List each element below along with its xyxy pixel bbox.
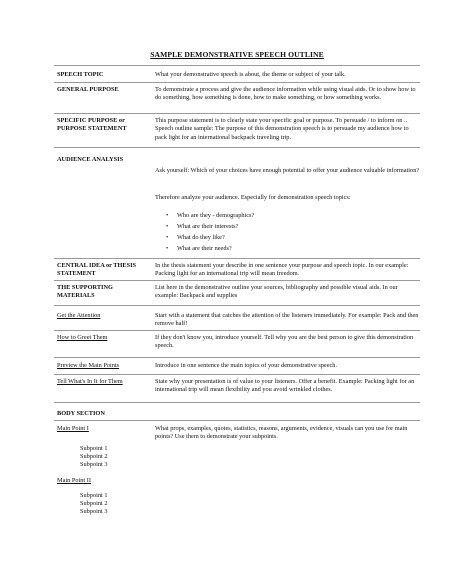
audience-analysis-subtext: Therefore analyze your audience. Especially for demonstration speech topics: bbox=[155, 194, 351, 201]
row-divider bbox=[54, 258, 420, 259]
row-divider bbox=[54, 113, 420, 114]
supporting-materials-label: THE SUPPORTING MATERIALS bbox=[57, 284, 113, 300]
central-idea-label: CENTRAL IDEA or THESIS STATEMENT bbox=[57, 262, 137, 278]
supporting-materials-text: List here in the demonstrative outline your sources, bibliography and possible visual aids. In our example: Backpack and supplies bbox=[155, 284, 398, 300]
audience-bullet-list bbox=[166, 210, 254, 254]
general-purpose-label: GENERAL PURPOSE bbox=[57, 86, 119, 93]
title-divider bbox=[54, 65, 420, 66]
list-item: Subpoint 1 bbox=[80, 445, 108, 452]
main-point-1-label: Main Point I bbox=[57, 425, 89, 432]
preview-label: Preview the Main Points bbox=[57, 362, 120, 369]
get-attention-label: Get the Attention bbox=[57, 312, 101, 319]
row-divider bbox=[54, 374, 420, 375]
specific-purpose-text: This purpose statement is to clearly state your specific goal or purpose. To persuade / to inform on .. Speech outline sample: The purpose of this demonstration speech is to persuade my audience how to pack light for an international backpack traveling trip. bbox=[155, 117, 409, 141]
specific-purpose-label: SPECIFIC PURPOSE or PURPOSE STATEMENT bbox=[57, 117, 127, 133]
list-item: Subpoint 3 bbox=[80, 461, 108, 469]
preview-text: Introduce in one sentence the main topics of your demonstrative speech. bbox=[155, 362, 338, 369]
page-title: SAMPLE DEMONSTRATIVE SPEECH OUTLINE bbox=[150, 50, 324, 59]
row-divider bbox=[54, 147, 420, 148]
audience-analysis-label: AUDIENCE ANALYSIS bbox=[57, 156, 124, 163]
list-item: • What do they like? bbox=[166, 232, 254, 243]
row-divider bbox=[54, 305, 420, 306]
main-point-2-label: Main Point II bbox=[57, 477, 91, 484]
body-section-heading: BODY SECTION bbox=[57, 410, 105, 417]
list-item: Subpoint 2 bbox=[80, 500, 108, 508]
list-item: • What are their interests? bbox=[166, 221, 254, 232]
get-attention-text: Start with a statement that catches the attention of the listeners immediately. For example: Pack and then remove half! bbox=[155, 312, 419, 328]
list-item: Subpoint 3 bbox=[80, 508, 108, 516]
row-divider bbox=[54, 82, 420, 83]
subpoint-list-1 bbox=[80, 445, 107, 470]
list-item: • Who are they - demographics? bbox=[166, 210, 254, 221]
list-item: Subpoint 2 bbox=[80, 453, 108, 461]
row-divider bbox=[54, 280, 420, 281]
central-idea-text: In the thesis statement your describe in one sentence your purpose and speech topic. In our example: Packing light for an international trip will mean freedom. bbox=[155, 262, 409, 278]
row-divider bbox=[54, 420, 420, 421]
list-item: • What are their needs? bbox=[166, 243, 254, 254]
speech-topic-text: What your demonstrative speech is about, the theme or subject of your talk. bbox=[155, 71, 346, 78]
greet-text: If they don't know you, introduce yourself. Tell why you are the best person to give this demonstration speech. bbox=[155, 334, 414, 350]
subpoint-list-2 bbox=[80, 492, 107, 517]
row-divider bbox=[54, 402, 420, 403]
general-purpose-text: To demonstrate a process and give the audience information while using visual aids. Or to show how to do something, how something is done, how to make something, or how something works. bbox=[155, 86, 416, 102]
audience-analysis-text: Ask yourself: Which of your choices have enough potential to offer your audience valuable information? bbox=[155, 167, 420, 174]
in-it-for-them-text: State why your presentation is of value to your listeners. Offer a benefit. Example: Packing light for an international trip will mean flexibility and you avoid wrinkled clothes. bbox=[155, 378, 415, 394]
row-divider bbox=[54, 357, 420, 358]
row-divider bbox=[54, 330, 420, 331]
main-point-1-text: What props, examples, quotes, statistics, reasons, arguments, evidence, visuals can you use for main points? Use them to demonstrate your subpoints. bbox=[155, 425, 408, 441]
greet-label: How to Greet Them bbox=[57, 334, 108, 341]
speech-topic-label: SPEECH TOPIC bbox=[57, 71, 104, 78]
in-it-for-them-label: Tell What's In It for Them bbox=[57, 378, 123, 385]
list-item: Subpoint 1 bbox=[80, 492, 108, 499]
